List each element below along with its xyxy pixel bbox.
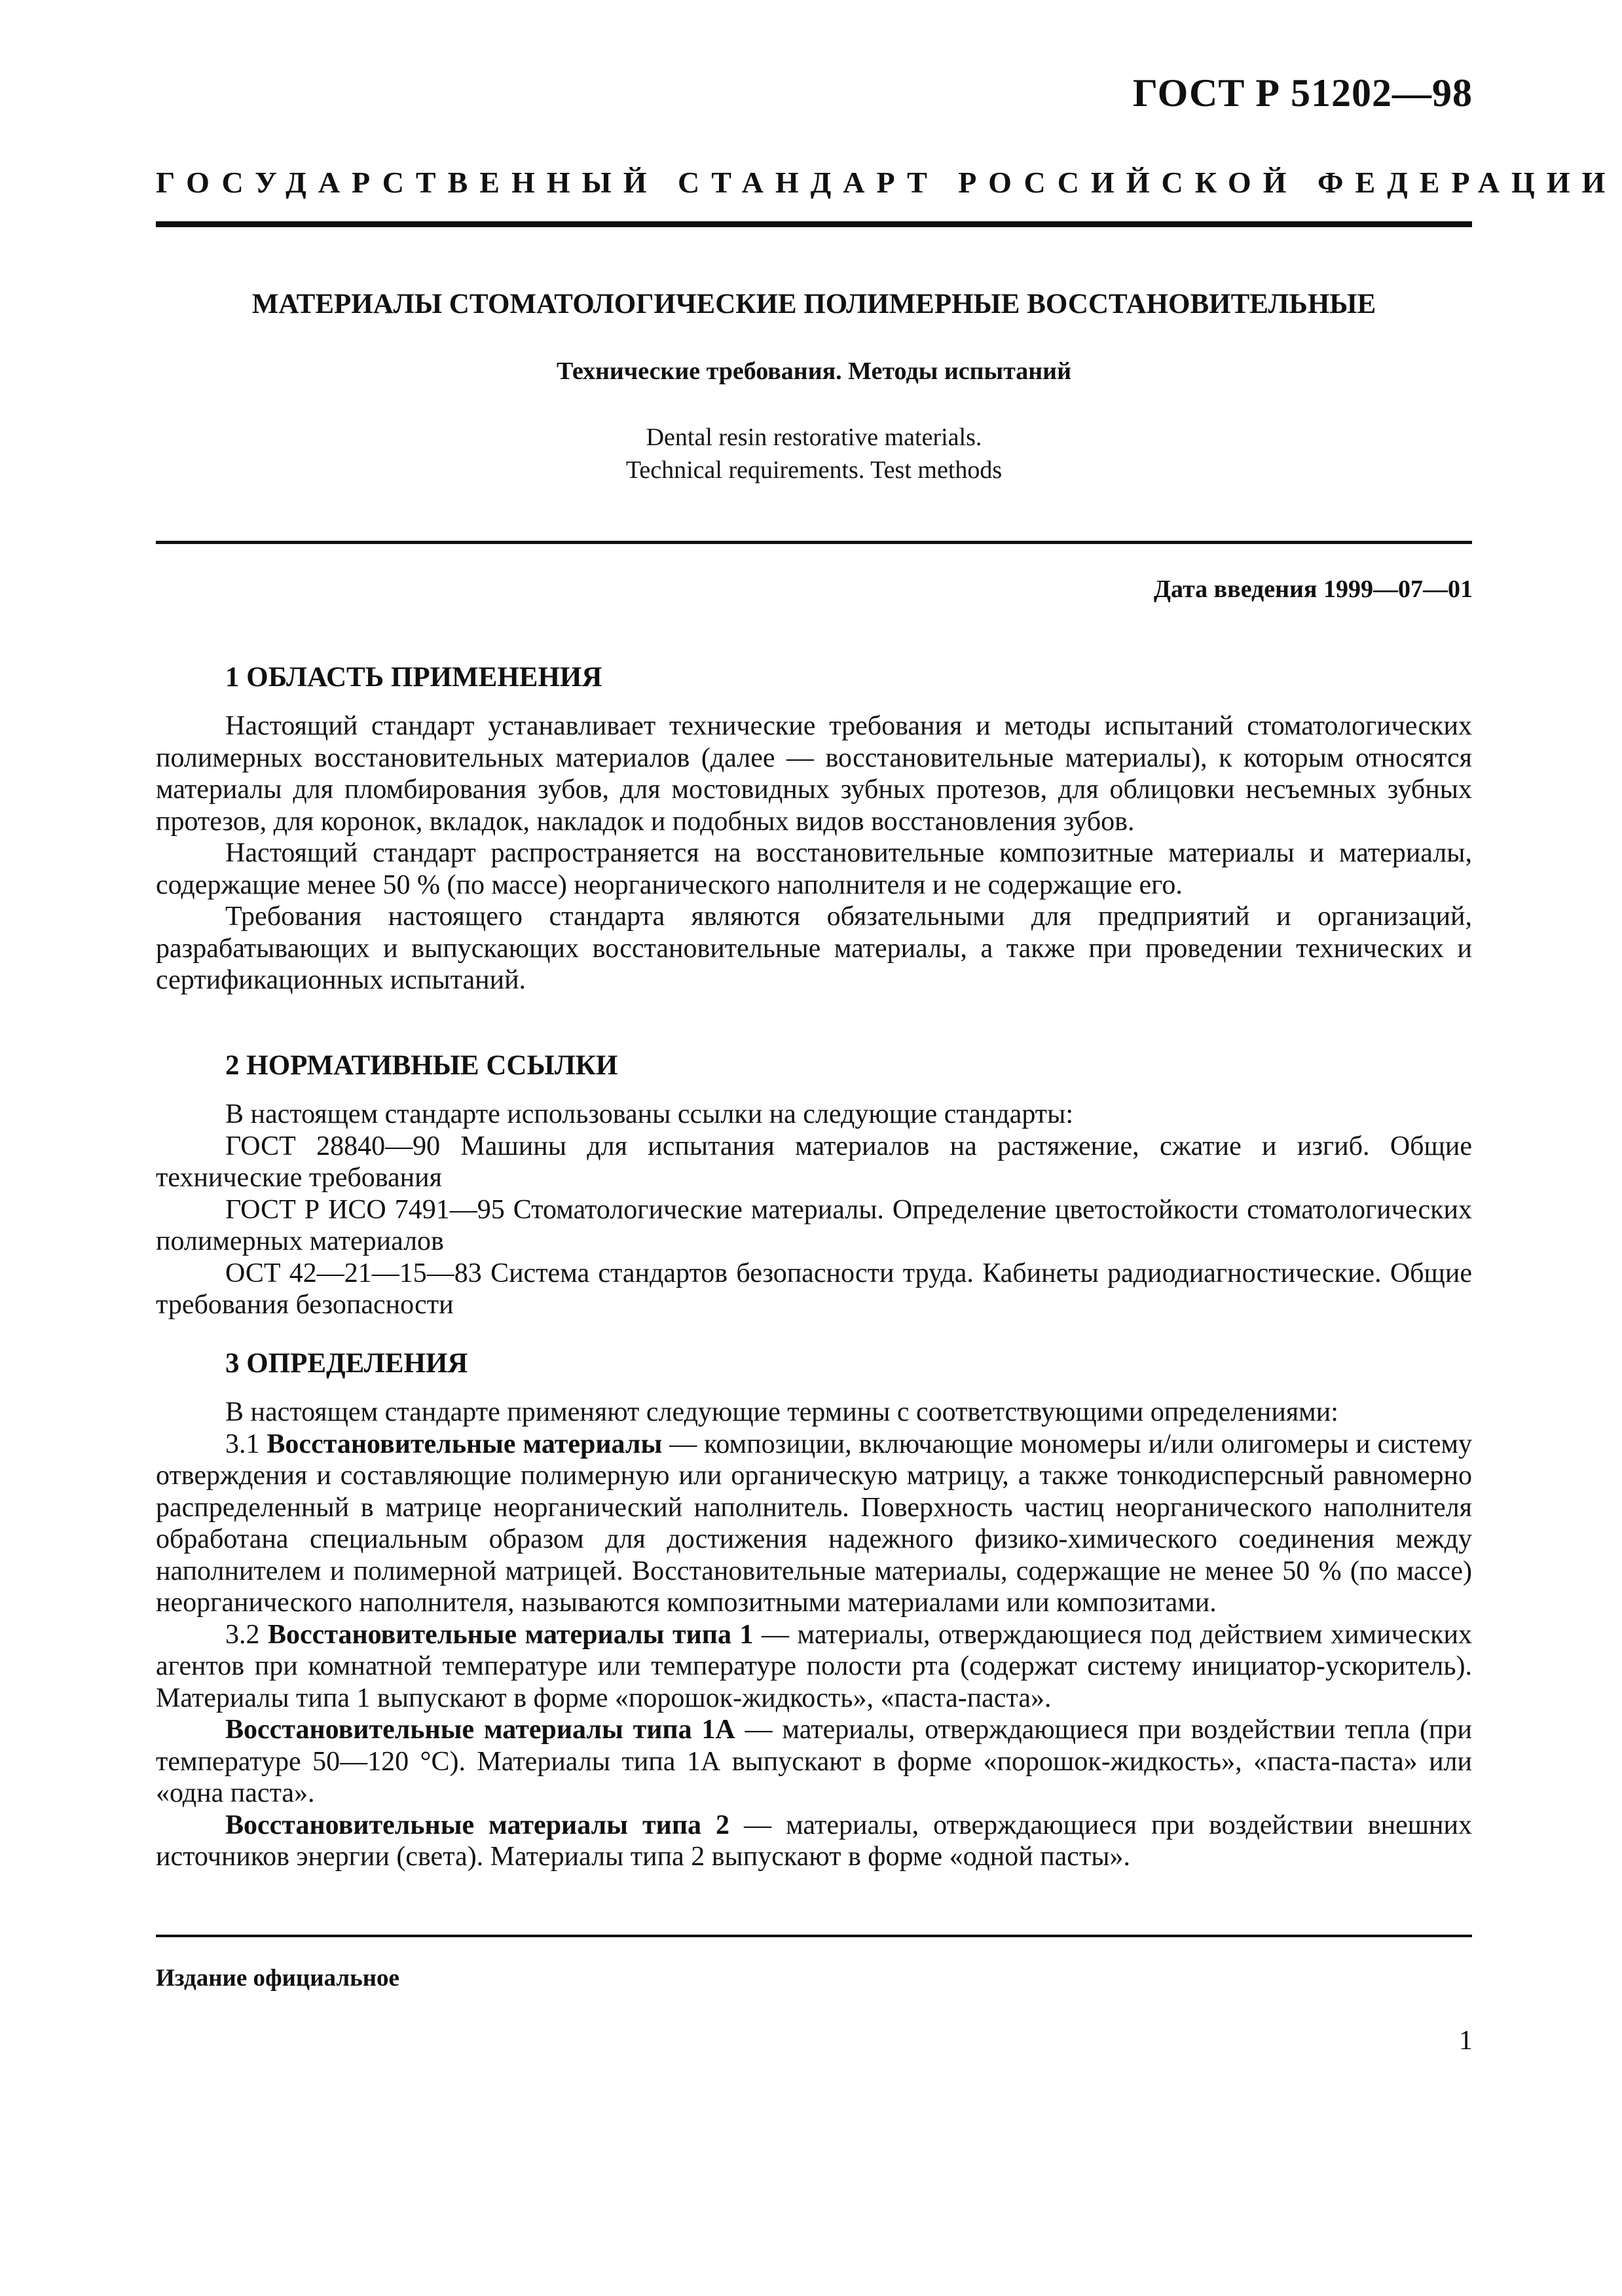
definition-term: Восстановительные материалы типа 1А	[225, 1715, 735, 1745]
definition-text: — материалы, отверждающиеся при воздействии тепла (при температуре 50—120 °С). Материалы типа 1А выпускают в форме «порошок-жидкость», «паста-паста» или «одна паста».	[156, 1715, 1473, 1808]
definition-number: 3.2	[225, 1619, 268, 1650]
definition-3-1	[156, 1429, 1472, 1619]
paragraph: Требования настоящего стандарта являются обязательными для предприятий и организаций, разрабатывающих и выпускающих восстановительные материалы, а также при проведении технических и сертификационных испытаний.	[156, 902, 1472, 995]
reference-item: ОСТ 42—21—15—83 Система стандартов безопасности труда. Кабинеты радиодиагностические. Общие требования безопасности	[156, 1258, 1472, 1320]
title-rule	[156, 541, 1472, 544]
definition-type-2	[156, 1810, 1472, 1873]
document-subtitle: Технические требования. Методы испытаний	[557, 357, 1071, 385]
definition-number: 3.1	[225, 1429, 267, 1459]
page-number: 1	[1459, 2026, 1473, 2056]
section-1-body	[156, 710, 1472, 996]
reference-item: ГОСТ Р ИСО 7491—95 Стоматологические материалы. Определение цветостойкости стоматологических полимерных материалов	[156, 1194, 1472, 1256]
footer-rule	[156, 1935, 1472, 1937]
section-1-heading: 1 ОБЛАСТЬ ПРИМЕНЕНИЯ	[225, 662, 602, 693]
english-title	[156, 421, 1472, 486]
section-2-body	[156, 1099, 1472, 1321]
state-standard-title: ГОСУДАРСТВЕННЫЙ СТАНДАРТ РОССИЙСКОЙ ФЕДЕРАЦИИ	[156, 166, 1617, 199]
section-3-body	[156, 1396, 1472, 1873]
paragraph: Настоящий стандарт распространяется на восстановительные композитные материалы и материалы, содержащие менее 50 % (по массе) неорганического наполнителя и не содержащие его.	[156, 838, 1472, 900]
definition-text: — композиции, включающие мономеры и/или олигомеры и систему отверждения и составляющие полимерную или органическую матрицу, а также тонкодисперсный равномерно распределенный в матрице неорганический наполнитель. Поверхность частиц неорганического наполнителя обработана специальным образом для достижения надежного физико-химического соединения между наполнителем и полимерной матрицей. Восстановительные материалы, содержащие не менее 50 % (по массе) неорганического наполнителя, называются композитными материалами или композитами.	[156, 1429, 1472, 1618]
reference-item: ГОСТ 28840—90 Машины для испытания материалов на растяжение, сжатие и изгиб. Общие технические требования	[156, 1131, 1472, 1193]
paragraph: В настоящем стандарте использованы ссылки на следующие стандарты:	[225, 1099, 1074, 1129]
paragraph: В настоящем стандарте применяют следующие термины с соответствующими определениями:	[225, 1397, 1338, 1427]
definition-3-2	[156, 1619, 1472, 1715]
definition-term: Восстановительные материалы типа 1	[268, 1619, 754, 1650]
definition-term: Восстановительные материалы	[267, 1429, 663, 1459]
section-3-heading: 3 ОПРЕДЕЛЕНИЯ	[225, 1348, 468, 1379]
official-edition-label: Издание официальное	[156, 1965, 399, 1992]
header-rule	[156, 221, 1472, 227]
paragraph: Настоящий стандарт устанавливает технические требования и методы испытаний стоматологических полимерных восстановительных материалов (далее — восстановительные материалы), к которым относятся материалы для пломбирования зубов, для мостовидных зубных протезов, для облицовки несъемных зубных протезов, для коронок, вкладок, накладок и подобных видов восстановления зубов.	[156, 711, 1472, 837]
section-2-heading: 2 НОРМАТИВНЫЕ ССЫЛКИ	[225, 1050, 618, 1081]
document-code: ГОСТ Р 51202—98	[1132, 71, 1473, 115]
definition-text: — материалы, отверждающиеся при воздействии внешних источников энергии (света). Материалы типа 2 выпускают в форме «одной пасты».	[156, 1810, 1472, 1872]
definition-type-1a	[156, 1714, 1472, 1810]
english-title-line-2: Technical requirements. Test methods	[625, 456, 1003, 484]
english-title-line-1: Dental resin restorative materials.	[646, 424, 982, 451]
definition-term: Восстановительные материалы типа 2	[225, 1810, 730, 1840]
document-title: МАТЕРИАЛЫ СТОМАТОЛОГИЧЕСКИЕ ПОЛИМЕРНЫЕ ВОССТАНОВИТЕЛЬНЫЕ	[251, 289, 1376, 319]
introduction-date: Дата введения 1999—07—01	[1153, 575, 1473, 603]
definition-text: — материалы, отверждающиеся под действием химических агентов при комнатной температуре или температуре полости рта (содержат систему инициатор-ускоритель). Материалы типа 1 выпускают в форме «порошок-жидкость», «паста-паста».	[156, 1619, 1472, 1713]
